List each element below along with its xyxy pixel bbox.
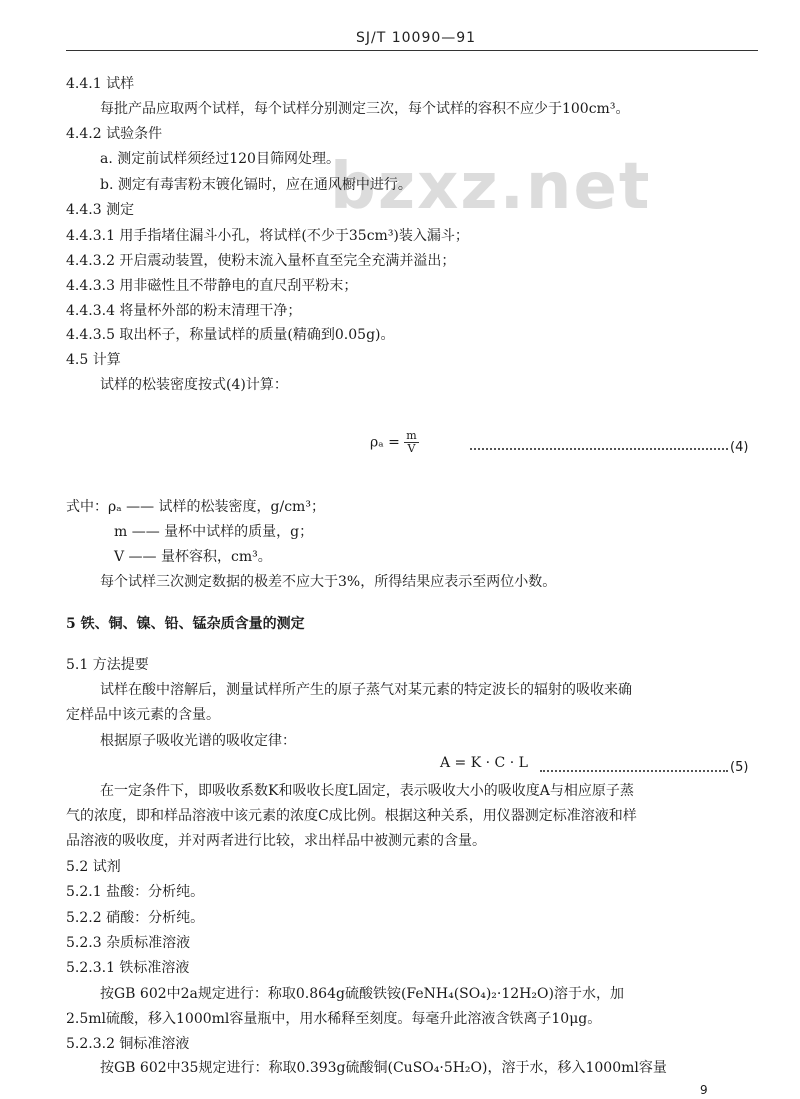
page-number: 9 bbox=[700, 1083, 708, 1097]
section-5-title: 5 铁、铜、镍、铅、锰杂质含量的测定 bbox=[66, 616, 305, 632]
clause-5-1-heading: 5.1 方法提要 bbox=[66, 657, 149, 673]
clause-4-5-text: 试样的松装密度按式(4)计算： bbox=[100, 377, 288, 393]
clause-5-2-3-1-text-1: 按GB 602中2a规定进行：称取0.864g硫酸铁铵(FeNH₄(SO₄)₂·12H₂O)溶于水，加 bbox=[100, 986, 624, 1002]
formula-4 bbox=[370, 430, 419, 455]
clause-4-4-3-3: 4.4.3.3 用非磁性且不带静电的直尺刮平粉末； bbox=[66, 278, 358, 294]
header-rule bbox=[66, 50, 758, 51]
where-rho: 式中：ρₐ —— 试样的松装密度，g/cm³； bbox=[66, 499, 325, 515]
formula-4-number: (4) bbox=[730, 440, 749, 455]
clause-5-2-1: 5.2.1 盐酸：分析纯。 bbox=[66, 884, 205, 900]
clause-4-4-3-2: 4.4.3.2 开启震动装置，使粉末流入量杯直至完全充满并溢出； bbox=[66, 253, 456, 269]
clause-5-2-3-1-text-2: 2.5ml硫酸，移入1000ml容量瓶中，用水稀释至刻度。每毫升此溶液含铁离子10μg。 bbox=[66, 1011, 602, 1027]
clause-5-1-text-1: 试样在酸中溶解后，测量试样所产生的原子蒸气对某元素的特定波长的辐射的吸收来确 bbox=[100, 682, 632, 698]
clause-5-2-heading: 5.2 试剂 bbox=[66, 859, 121, 875]
formula-4-lhs: ρₐ = bbox=[370, 434, 400, 451]
clause-4-4-2-a: a. 测定前试样须经过120目筛网处理。 bbox=[100, 151, 340, 167]
clause-4-5-heading: 4.5 计算 bbox=[66, 352, 121, 368]
clause-5-1-text-3: 根据原子吸收光谱的吸收定律： bbox=[100, 733, 296, 749]
formula-4-fraction bbox=[404, 430, 418, 455]
clause-5-2-3-2: 5.2.3.2 铜标准溶液 bbox=[66, 1036, 190, 1052]
clause-5-2-3-2-text: 按GB 602中35规定进行：称取0.393g硫酸铜(CuSO₄·5H₂O)，溶于水，移入1000ml容量 bbox=[100, 1060, 667, 1076]
clause-5-2-3: 5.2.3 杂质标准溶液 bbox=[66, 935, 191, 951]
clause-5-2-2: 5.2.2 硝酸：分析纯。 bbox=[66, 910, 205, 926]
formula-5: A = K · C · L bbox=[440, 755, 528, 771]
clause-5-1-explain-3: 品溶液的吸收度，并对两者进行比较，求出样品中被测元素的含量。 bbox=[66, 833, 486, 849]
clause-5-1-text-2: 定样品中该元素的含量。 bbox=[66, 707, 220, 723]
formula-5-number: (5) bbox=[730, 760, 749, 775]
clause-4-4-2-heading: 4.4.2 试验条件 bbox=[66, 126, 163, 142]
watermark: bzxz.net bbox=[330, 150, 652, 224]
standard-number-header: SJ/T 10090—91 bbox=[356, 30, 477, 46]
clause-4-4-3-1: 4.4.3.1 用手指堵住漏斗小孔，将试样(不少于35cm³)装入漏斗； bbox=[66, 228, 469, 244]
where-m: m —— 量杯中试样的质量，g； bbox=[114, 524, 314, 540]
clause-5-2-3-1: 5.2.3.1 铁标准溶液 bbox=[66, 960, 190, 976]
clause-4-4-2-b: b. 测定有毒害粉末镀化镉时，应在通风橱中进行。 bbox=[100, 177, 412, 193]
formula-4-denominator: V bbox=[407, 442, 416, 455]
clause-4-4-1-text: 每批产品应取两个试样，每个试样分别测定三次，每个试样的容积不应少于100cm³。 bbox=[100, 101, 630, 117]
clause-4-4-3-5: 4.4.3.5 取出杯子，称量试样的质量(精确到0.05g)。 bbox=[66, 327, 395, 343]
formula-4-numerator: m bbox=[406, 429, 417, 442]
clause-4-4-3-heading: 4.4.3 测定 bbox=[66, 202, 135, 218]
clause-4-4-1-heading: 4.4.1 试样 bbox=[66, 76, 135, 92]
formula-4-leader-dots bbox=[470, 448, 728, 450]
clause-5-1-explain-1: 在一定条件下，即吸收系数K和吸收长度L固定，表示吸收大小的吸收度A与相应原子蒸 bbox=[100, 783, 634, 799]
clause-5-1-explain-2: 气的浓度，即和样品溶液中该元素的浓度C成比例。根据这种关系，用仪器测定标准溶液和样 bbox=[66, 808, 637, 824]
formula-5-leader-dots bbox=[540, 770, 728, 772]
where-v: V —— 量杯容积，cm³。 bbox=[114, 549, 272, 565]
clause-4-5-note: 每个试样三次测定数据的极差不应大于3%，所得结果应表示至两位小数。 bbox=[100, 574, 557, 590]
clause-4-4-3-4: 4.4.3.4 将量杯外部的粉末清理干净； bbox=[66, 303, 302, 319]
